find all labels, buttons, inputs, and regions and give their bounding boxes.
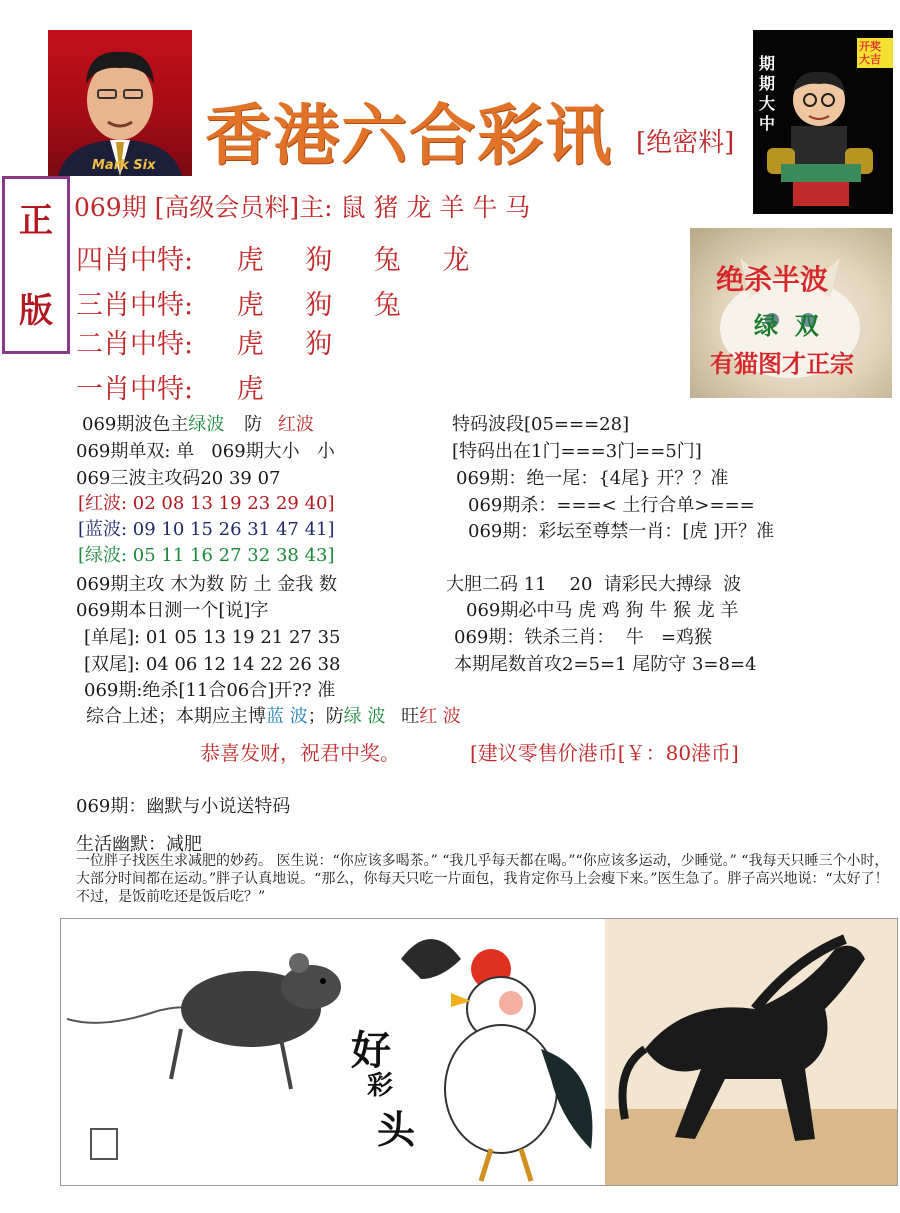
pick-item: 狗 — [305, 329, 333, 360]
must-horse-line: 069期必中马 虎 鸡 狗 牛 猴 龙 羊 — [466, 600, 739, 621]
horse-painting — [605, 919, 897, 1185]
kill-element-line: 069期杀：===< 土行合单>=== — [468, 495, 755, 516]
single-double-line: 069期单双: 单 069期大小 小 — [76, 441, 335, 462]
summary-pre: 综合上述；本期应主博 — [86, 706, 266, 727]
special-door-line: [特码出在1门===3门==5门] — [452, 441, 702, 462]
summary-mid: ；防 — [307, 706, 344, 727]
page-title: 香港六合彩讯 — [205, 96, 613, 174]
summary-line — [86, 702, 461, 728]
summary-red: 红 波 — [419, 706, 461, 727]
two-pick-row — [76, 322, 365, 361]
authentic-stamp — [2, 176, 70, 354]
cartoon-image — [753, 30, 893, 214]
humor-subheader: 生活幽默：减肥 — [76, 834, 202, 855]
summary-blue: 蓝 波 — [266, 706, 308, 727]
three-pick-row — [76, 283, 434, 322]
wave-prefix: 069期波色主 — [82, 414, 189, 435]
rat-painting — [61, 919, 351, 1185]
bottom-banner — [60, 918, 898, 1186]
wave-green: 绿波 — [188, 414, 225, 435]
stamp-char-2: 版 — [19, 291, 53, 331]
pick-item: 虎 — [236, 329, 264, 360]
wave-line — [82, 410, 314, 436]
four-pick-row — [76, 238, 502, 277]
portrait-photo — [48, 30, 192, 176]
cartoon-text-left: 期期大中 — [759, 54, 776, 133]
rooster-text-2: 彩 — [367, 1071, 394, 1101]
main-attack-line: 069期主攻 木为数 防 土 金我 数 — [76, 574, 337, 595]
single-tail-line: [单尾]: 01 05 13 19 21 27 35 — [84, 627, 341, 648]
one-pick-row — [76, 367, 284, 406]
one-pick-label: 一肖中特: — [76, 374, 194, 405]
four-pick-label: 四肖中特: — [76, 245, 194, 276]
three-pick-label: 三肖中特: — [76, 290, 194, 321]
rooster-text-1: 好 — [351, 1027, 391, 1074]
green-wave-line: [绿波: 05 11 16 27 32 38 43] — [78, 545, 335, 566]
pick-item: 虎 — [236, 374, 264, 405]
cat-line-1: 绝杀半波 — [716, 263, 829, 296]
price-text: [建议零售价港币[￥：80港币] — [470, 741, 739, 765]
title-suffix: [绝密料] — [636, 128, 735, 158]
stamp-char-1: 正 — [19, 201, 53, 241]
pick-item: 虎 — [236, 290, 264, 321]
pick-item: 龙 — [442, 245, 470, 276]
portrait-figure — [48, 30, 192, 176]
cartoon-text-right: 开奖大吉 — [857, 38, 893, 68]
blue-wave-line: [蓝波: 09 10 15 26 31 47 41] — [78, 519, 335, 540]
tail-attack-line: 本期尾数首攻2=5=1 尾防守 3=8=4 — [454, 654, 757, 675]
cat-line-3: 有猫图才正宗 — [710, 349, 854, 378]
summary-mid2: 旺 — [401, 706, 420, 727]
forbidden-line: 069期：彩坛至尊禁一肖：[虎 ]开？准 — [468, 521, 775, 542]
summary-green: 绿 波 — [343, 706, 386, 727]
special-range-line: 特码波段[05===28] — [452, 414, 630, 435]
cat-line-2: 绿 双 — [754, 311, 819, 340]
three-wave-line: 069三波主攻码20 39 07 — [76, 468, 281, 489]
wave-red: 红波 — [277, 414, 314, 435]
cat-image-box — [690, 228, 892, 398]
members-line: 069期 [高级会员料]主: 鼠 猪 龙 羊 牛 马 — [74, 193, 531, 222]
rooster-text-3: 头 — [377, 1107, 416, 1152]
red-wave-line: [红波: 02 08 13 19 23 29 40] — [78, 493, 335, 514]
pick-item: 兔 — [373, 290, 401, 321]
bold-two-line: 大胆二码 11 20 请彩民大搏绿 波 — [446, 574, 742, 595]
word-test-line: 069期本日测一个[说]字 — [76, 600, 269, 621]
kill-three-line: 069期：铁杀三肖： 牛 =鸡猴 — [454, 627, 713, 648]
double-tail-line: [双尾]: 04 06 12 14 22 26 38 — [84, 654, 341, 675]
two-pick-label: 二肖中特: — [76, 329, 194, 360]
humor-header: 069期：幽默与小说送特码 — [76, 796, 291, 817]
congrats-text: 恭喜发财，祝君中奖。 — [200, 741, 400, 765]
pick-item: 狗 — [305, 290, 333, 321]
wave-mid: 防 — [244, 414, 263, 435]
kill-tail-line: 069期：绝一尾：{4尾} 开？？准 — [456, 468, 729, 489]
pick-item: 虎 — [236, 245, 264, 276]
humor-body: 一位胖子找医生求减肥的妙药。 医生说：“你应该多喝茶。” “我几乎每天都在喝。”“你应该多运动，少睡觉。” “我每天只睡三个小时，大部分时间都在运动。”胖子认真地说。“那么，你每天只吃一片面包，我肯定你马上会瘦下来。”医生急了。胖子高兴地说：“太好了！不过，是饭前吃还是饭后吃？” — [76, 853, 889, 905]
pick-item: 兔 — [373, 245, 401, 276]
portrait-caption: Mark Six — [92, 158, 156, 173]
kill-combo-line: 069期:绝杀[11合06合]开?? 准 — [84, 680, 336, 701]
pick-item: 狗 — [305, 245, 333, 276]
